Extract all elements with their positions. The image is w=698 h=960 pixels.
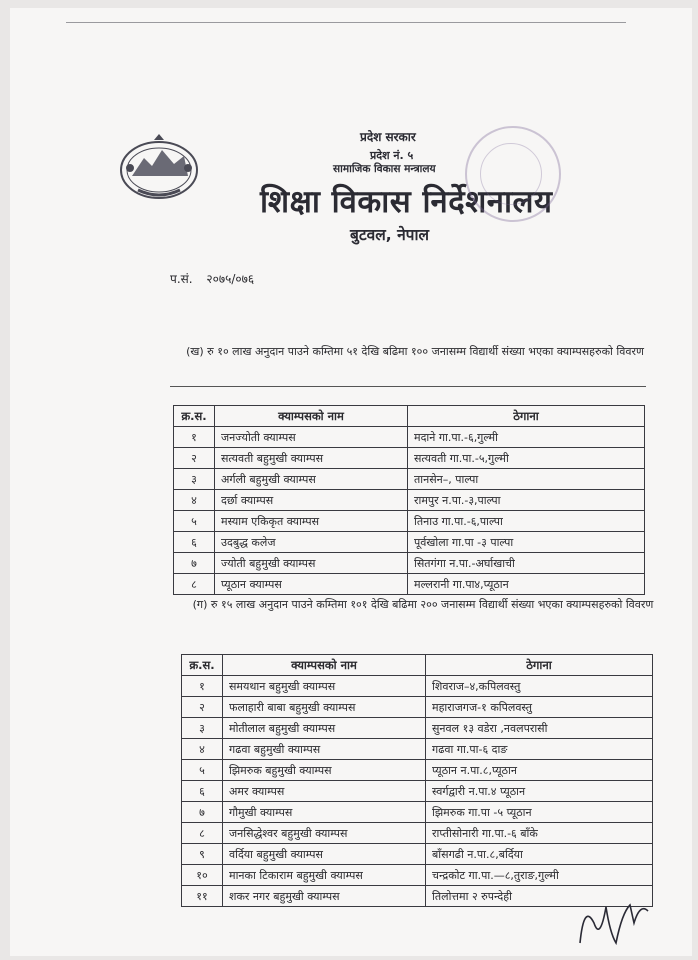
table-row [182, 823, 653, 844]
table-row [174, 448, 645, 469]
table-row [174, 490, 645, 511]
cell-campus-name: जनसिद्धेश्वर बहुमुखी क्याम्पस [223, 823, 426, 844]
cell-campus-name: अर्गली बहुमुखी क्याम्पस [215, 469, 408, 490]
signature-mark [570, 893, 660, 953]
header-line-1: प्रदेश सरकार [360, 130, 416, 144]
table-row [174, 532, 645, 553]
cell-campus-name: गढवा बहुमुखी क्याम्पस [223, 739, 426, 760]
table-row [174, 469, 645, 490]
office-title: शिक्षा विकास निर्देशनालय [260, 184, 553, 220]
cell-serial: ३ [182, 718, 223, 739]
col-campus-header: क्याम्पसको नाम [223, 655, 426, 676]
col-serial-header: क्र.स. [174, 406, 215, 427]
cell-campus-name: फलाहारी बाबा बहुमुखी क्याम्पस [223, 697, 426, 718]
table-row [174, 574, 645, 595]
cell-serial: २ [174, 448, 215, 469]
nepal-emblem-icon [118, 132, 200, 202]
reference-number [170, 270, 254, 287]
cell-serial: ६ [182, 781, 223, 802]
cell-campus-name: ज्योती बहुमुखी क्याम्पस [215, 553, 408, 574]
cell-campus-name: प्यूठान क्याम्पस [215, 574, 408, 595]
cell-campus-name: झिमरुक बहुमुखी क्याम्पस [223, 760, 426, 781]
cell-address: प्यूठान न.पा.८,प्यूठान [426, 760, 653, 781]
cell-campus-name: मस्याम एकिकृत क्याम्पस [215, 511, 408, 532]
table-row [182, 739, 653, 760]
cell-serial: ४ [174, 490, 215, 511]
cell-serial: ५ [182, 760, 223, 781]
cell-address: पूर्वखोला गा.पा -३ पाल्पा [408, 532, 645, 553]
table-row [174, 553, 645, 574]
cell-campus-name: गौमुखी क्याम्पस [223, 802, 426, 823]
cell-address: शिवराज–४,कपिलवस्तु [426, 676, 653, 697]
cell-campus-name: वर्दिया बहुमुखी क्याम्पस [223, 844, 426, 865]
cell-serial: ७ [182, 802, 223, 823]
cell-campus-name: मोतीलाल बहुमुखी क्याम्पस [223, 718, 426, 739]
office-location: बुटवल, नेपाल [350, 226, 430, 244]
cell-address: सुनवल १३ वडेरा ,नवलपरासी [426, 718, 653, 739]
header-line-3: सामाजिक विकास मन्त्रालय [333, 163, 436, 175]
col-campus-header: क्याम्पसको नाम [215, 406, 408, 427]
cell-campus-name: शकर नगर बहुमुखी क्याम्पस [223, 886, 426, 907]
reference-label: प.सं. [170, 272, 193, 286]
cell-serial: १० [182, 865, 223, 886]
col-serial-header: क्र.स. [182, 655, 223, 676]
top-rule [66, 22, 626, 23]
col-address-header: ठेगाना [408, 406, 645, 427]
cell-serial: ३ [174, 469, 215, 490]
cell-address: रामपुर न.पा.-३,पाल्पा [408, 490, 645, 511]
table-row [182, 844, 653, 865]
table-row [182, 676, 653, 697]
cell-address: सत्यवती गा.पा.-५,गुल्मी [408, 448, 645, 469]
cell-serial: ५ [174, 511, 215, 532]
table-row [182, 802, 653, 823]
section1-caption: (ख) रु १० लाख अनुदान पाउने कम्तिमा ५१ देखि बढिमा १०० जनासम्म विद्यार्थी संख्या भएका क्याम्पसहरुको विवरण [186, 345, 644, 358]
section2-table [181, 654, 653, 907]
table-row [174, 427, 645, 448]
cell-campus-name: जनज्योती क्याम्पस [215, 427, 408, 448]
cell-campus-name: समयथान बहुमुखी क्याम्पस [223, 676, 426, 697]
cell-address: गढवा गा.पा-६ दाङ [426, 739, 653, 760]
cell-address: बाँसगढी न.पा.८,बर्दिया [426, 844, 653, 865]
cell-campus-name: अमर क्याम्पस [223, 781, 426, 802]
section2-caption: (ग) रु १५ लाख अनुदान पाउने कम्तिमा १०१ देखि बढिमा २०० जनासम्म विद्यार्थी संख्या भएका क्याम्पसहरुको विवरण [192, 598, 654, 611]
table-row [182, 697, 653, 718]
col-address-header: ठेगाना [426, 655, 653, 676]
cell-serial: ११ [182, 886, 223, 907]
office-stamp-inner [480, 143, 542, 205]
cell-address: सितगंगा न.पा.-अर्घाखाची [408, 553, 645, 574]
cell-campus-name: उदबुद्ध कलेज [215, 532, 408, 553]
cell-address: तानसेन–, पाल्पा [408, 469, 645, 490]
cell-serial: १ [182, 676, 223, 697]
cell-serial: ८ [182, 823, 223, 844]
section1-rule [170, 386, 646, 387]
cell-campus-name: मानका टिकाराम बहुमुखी क्याम्पस [223, 865, 426, 886]
cell-address: मदाने गा.पा.-६,गुल्मी [408, 427, 645, 448]
cell-serial: ८ [174, 574, 215, 595]
table-header-row [174, 406, 645, 427]
table-row [182, 781, 653, 802]
cell-serial: १ [174, 427, 215, 448]
cell-serial: ९ [182, 844, 223, 865]
table-row [174, 511, 645, 532]
table-row [182, 760, 653, 781]
reference-value: २०७५/०७६ [206, 272, 255, 286]
cell-address: झिमरुक गा.पा -५ प्यूठान [426, 802, 653, 823]
cell-address: तिलोत्तमा २ रुपन्देही [426, 886, 653, 907]
cell-address: मल्लरानी गा.पा४,प्यूठान [408, 574, 645, 595]
table-row [182, 865, 653, 886]
cell-address: चन्द्रकोट गा.पा.—८,तुराङ,गुल्मी [426, 865, 653, 886]
header-line-2: प्रदेश नं. ५ [370, 149, 414, 162]
cell-serial: ४ [182, 739, 223, 760]
cell-address: राप्तीसोनारी गा.पा.-६ बाँके [426, 823, 653, 844]
cell-address: महाराजगज-१ कपिलवस्तु [426, 697, 653, 718]
table-header-row [182, 655, 653, 676]
cell-campus-name: सत्यवती बहुमुखी क्याम्पस [215, 448, 408, 469]
cell-address: स्वर्गद्वारी न.पा.४ प्यूठान [426, 781, 653, 802]
cell-address: तिनाउ गा.पा.-६,पाल्पा [408, 511, 645, 532]
document-page [10, 8, 692, 956]
section1-table [173, 405, 645, 595]
table-row [182, 718, 653, 739]
cell-campus-name: दर्छा क्याम्पस [215, 490, 408, 511]
cell-serial: २ [182, 697, 223, 718]
cell-serial: ७ [174, 553, 215, 574]
cell-serial: ६ [174, 532, 215, 553]
